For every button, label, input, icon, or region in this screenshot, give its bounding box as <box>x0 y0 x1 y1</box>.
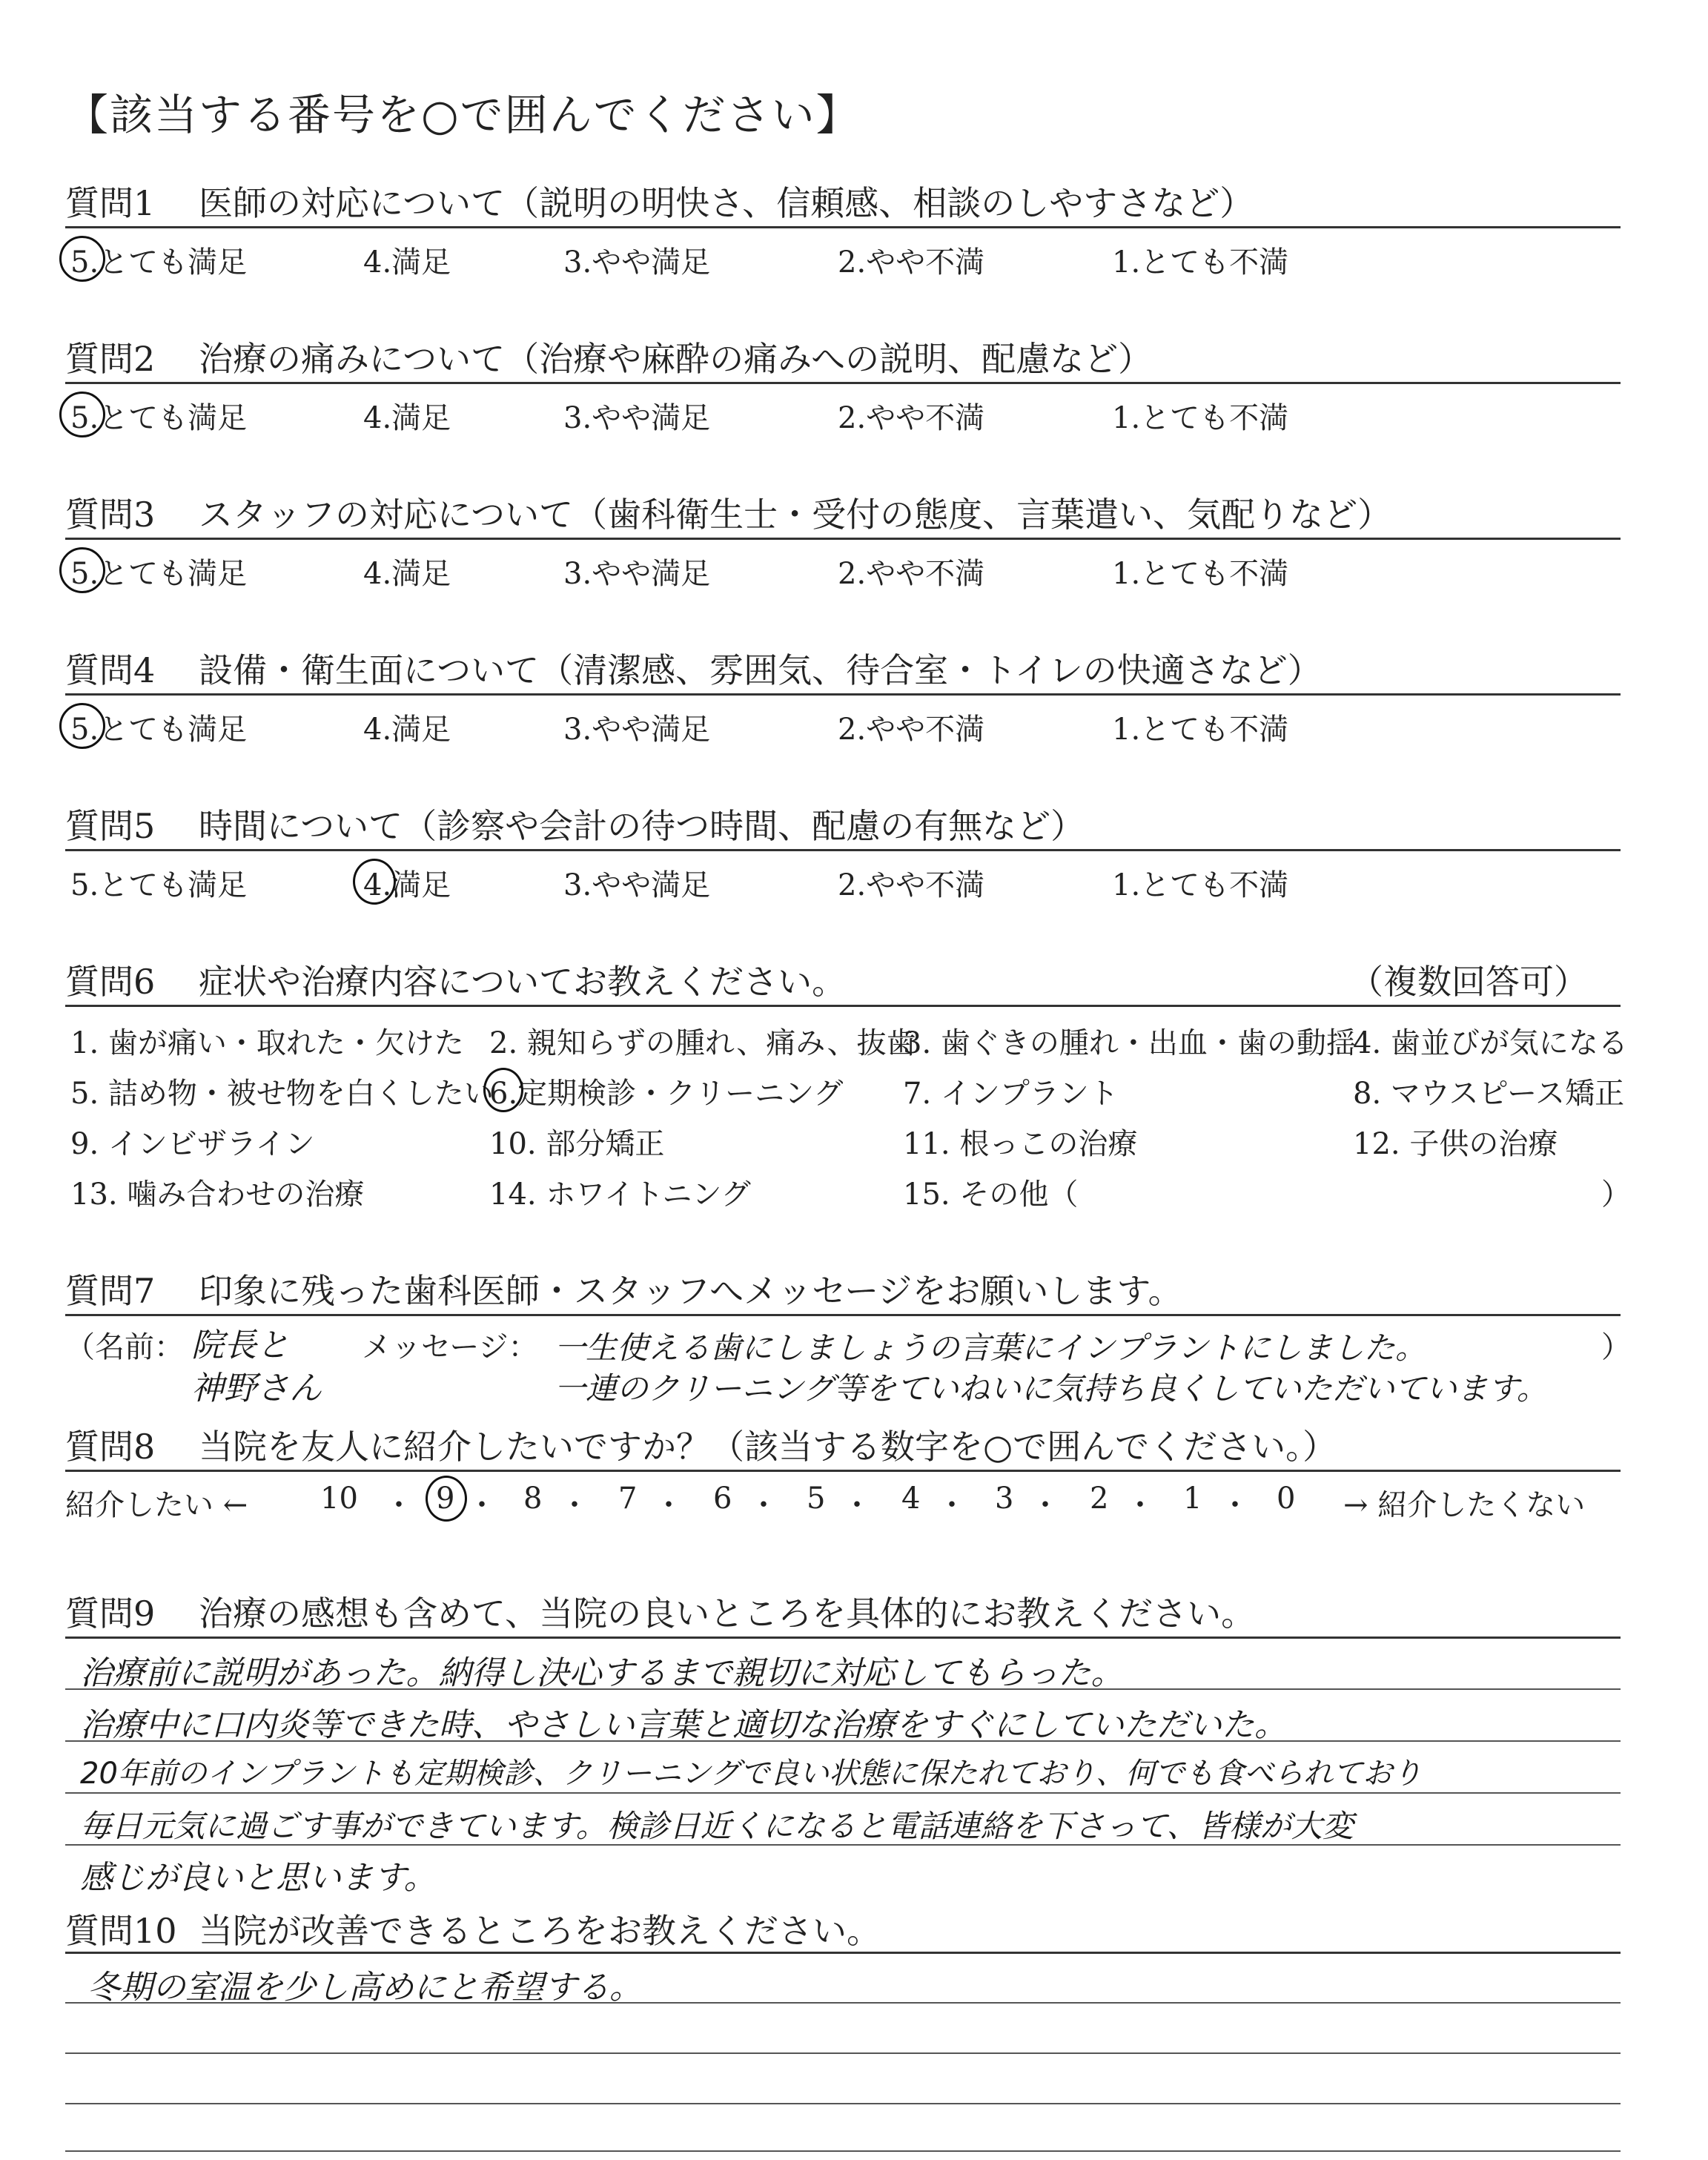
question-2-text: 治療の痛みについて（治療や麻酔の痛みへの説明、配慮など） <box>199 339 1153 379</box>
q1-option-2[interactable]: 2.やや不満 <box>838 245 985 280</box>
q8-left-label: 紹介したい ← <box>65 1488 248 1522</box>
q8-scale-5[interactable]: 5 <box>807 1482 826 1516</box>
q8-sep: ・ <box>1125 1488 1155 1522</box>
question-6-text: 症状や治療内容についてお教えください。 <box>199 962 847 1002</box>
question-10-text: 当院が改善できるところをお教えください。 <box>199 1911 881 1951</box>
question-3-rule <box>65 538 1621 540</box>
question-9-rule <box>65 1636 1621 1639</box>
q6-other-close: ） <box>1601 1178 1631 1212</box>
question-2-rule <box>65 382 1621 384</box>
q8-sep: ・ <box>937 1488 967 1522</box>
question-7-rule <box>65 1314 1621 1316</box>
q8-sep: ・ <box>654 1488 683 1522</box>
q9-answer-line-4[interactable]: 毎日元気に過ごす事ができています。検診日近くになると電話連絡を下さって、皆様が大変 <box>80 1808 1354 1844</box>
q1-option-4[interactable]: 4.満足 <box>363 245 451 280</box>
q1-option-5[interactable]: 5.とても満足 <box>70 245 248 280</box>
q8-scale-6[interactable]: 6 <box>713 1482 732 1516</box>
q5-option-4[interactable]: 4.満足 <box>363 868 451 902</box>
q7-message-line-2[interactable]: 一連のクリーニング等をていねいに気持ち良くしていただいています。 <box>555 1370 1548 1407</box>
q7-message-label: メッセージ： <box>362 1330 538 1364</box>
question-8-rule <box>65 1470 1621 1472</box>
q6-option-2[interactable]: 2. 親知らずの腫れ、痛み、抜歯 <box>489 1026 916 1060</box>
question-8-text: 当院を友人に紹介したいですか？（該当する数字を○で囲んでください。） <box>199 1427 1337 1467</box>
q7-name-label: （名前： <box>65 1330 184 1364</box>
q6-option-8[interactable]: 8. マウスピース矯正 <box>1353 1077 1625 1111</box>
q7-close-paren: ） <box>1601 1330 1631 1364</box>
q8-sep: ・ <box>384 1488 414 1522</box>
question-9-text: 治療の感想も含めて、当院の良いところを具体的にお教えください。 <box>199 1593 1256 1634</box>
q10-answer-line-1[interactable]: 冬期の室温を少し高めにと希望する。 <box>87 1969 642 2007</box>
q8-sep: ・ <box>560 1488 589 1522</box>
answer-line <box>65 2150 1621 2152</box>
q8-sep: ・ <box>842 1488 872 1522</box>
q3-option-3[interactable]: 3.やや満足 <box>563 557 711 591</box>
question-1-text: 医師の対応について（説明の明快さ、信頼感、相談のしやすさなど） <box>199 183 1254 223</box>
question-5-label: 質問5 <box>65 806 156 846</box>
answer-line <box>65 2103 1621 2104</box>
question-6-note: （複数回答可） <box>1349 962 1588 1002</box>
answer-line <box>65 2052 1621 2054</box>
q5-option-1[interactable]: 1.とても不満 <box>1112 868 1289 902</box>
q4-option-4[interactable]: 4.満足 <box>363 713 451 747</box>
q8-sep: ・ <box>1030 1488 1060 1522</box>
question-1-label: 質問1 <box>65 183 156 223</box>
q7-name-line-1[interactable]: 院長と <box>191 1327 289 1364</box>
q9-answer-line-3[interactable]: 20年前のインプラントも定期検診、クリーニングで良い状態に保たれており、何でも食べられており <box>80 1757 1423 1791</box>
question-3-label: 質問3 <box>65 495 156 535</box>
q2-option-5[interactable]: 5.とても満足 <box>70 401 248 435</box>
question-9-label: 質問9 <box>65 1593 156 1634</box>
q3-option-2[interactable]: 2.やや不満 <box>838 557 985 591</box>
q8-scale-10[interactable]: 10 <box>320 1482 358 1516</box>
question-4-rule <box>65 693 1621 696</box>
question-10-rule <box>65 1952 1621 1954</box>
q9-answer-line-5[interactable]: 感じが良いと思います。 <box>80 1859 437 1897</box>
q2-selected-circle <box>59 392 105 437</box>
question-4-text: 設備・衛生面について（清潔感、雰囲気、待合室・トイレの快適さなど） <box>199 650 1322 690</box>
q8-selected-circle <box>426 1476 467 1522</box>
q8-right-label: → 紹介したくない <box>1343 1488 1586 1522</box>
q8-sep: ・ <box>1220 1488 1250 1522</box>
q3-option-1[interactable]: 1.とても不満 <box>1112 557 1289 591</box>
q1-option-1[interactable]: 1.とても不満 <box>1112 245 1289 280</box>
question-8-label: 質問8 <box>65 1427 156 1467</box>
q8-sep: ・ <box>749 1488 778 1522</box>
q4-option-5[interactable]: 5.とても満足 <box>70 713 248 747</box>
q8-scale-9[interactable]: 9 <box>436 1482 455 1516</box>
q8-scale-3[interactable]: 3 <box>995 1482 1014 1516</box>
question-7-text: 印象に残った歯科医師・スタッフへメッセージをお願いします。 <box>199 1271 1182 1311</box>
question-4-label: 質問4 <box>65 650 156 690</box>
q4-option-1[interactable]: 1.とても不満 <box>1112 713 1289 747</box>
q2-option-3[interactable]: 3.やや満足 <box>563 401 711 435</box>
page-title: 【該当する番号を○で囲んでください】 <box>65 90 861 140</box>
q2-option-1[interactable]: 1.とても不満 <box>1112 401 1289 435</box>
q9-answer-line-2[interactable]: 治療中に口内炎等できた時、やさしい言葉と適切な治療をすぐにしていただいた。 <box>80 1706 1287 1744</box>
q4-selected-circle <box>59 703 105 749</box>
q6-option-3[interactable]: 3. 歯ぐきの腫れ・出血・歯の動揺 <box>903 1026 1356 1060</box>
q8-sep: ・ <box>467 1488 497 1522</box>
q7-message-line-1[interactable]: 一生使える歯にしましょうの言葉にインプラントにしました。 <box>555 1330 1427 1366</box>
q6-option-11[interactable]: 11. 根っこの治療 <box>903 1127 1138 1161</box>
q1-selected-circle <box>59 236 105 282</box>
q6-option-15[interactable]: 15. その他（ <box>903 1178 1079 1212</box>
q8-scale-0[interactable]: 0 <box>1277 1482 1296 1516</box>
question-5-rule <box>65 849 1621 851</box>
q6-option-13[interactable]: 13. 噛み合わせの治療 <box>70 1178 365 1212</box>
q3-option-4[interactable]: 4.満足 <box>363 557 451 591</box>
q4-option-2[interactable]: 2.やや不満 <box>838 713 985 747</box>
q1-option-3[interactable]: 3.やや満足 <box>563 245 711 280</box>
q9-answer-line-1[interactable]: 治療前に説明があった。納得し決心するまで親切に対応してもらった。 <box>80 1654 1124 1692</box>
q6-option-4[interactable]: 4. 歯並びが気になる <box>1353 1026 1628 1060</box>
q6-option-5[interactable]: 5. 詰め物・被せ物を白くしたい <box>70 1077 494 1111</box>
q6-option-6[interactable]: 6.定期検診・クリーニング <box>489 1077 844 1111</box>
q7-name-line-2[interactable]: 神野さん <box>191 1370 322 1407</box>
q6-option-7[interactable]: 7. インプラント <box>903 1077 1119 1111</box>
q5-option-3[interactable]: 3.やや満足 <box>563 868 711 902</box>
answer-line <box>65 1792 1621 1794</box>
question-7-label: 質問7 <box>65 1271 156 1311</box>
q8-scale-4[interactable]: 4 <box>901 1482 921 1516</box>
q8-scale-1[interactable]: 1 <box>1183 1482 1202 1516</box>
q6-option-10[interactable]: 10. 部分矯正 <box>489 1127 665 1161</box>
question-10-label: 質問10 <box>65 1911 177 1951</box>
question-3-text: スタッフの対応について（歯科衛生士・受付の態度、言葉遣い、気配りなど） <box>199 495 1392 535</box>
question-5-text: 時間について（診察や会計の待つ時間、配慮の有無など） <box>199 806 1085 846</box>
q4-option-3[interactable]: 3.やや満足 <box>563 713 711 747</box>
q6-option-12[interactable]: 12. 子供の治療 <box>1353 1127 1558 1161</box>
q8-scale-7[interactable]: 7 <box>618 1482 638 1516</box>
q5-option-5[interactable]: 5.とても満足 <box>70 868 248 902</box>
q8-scale-8[interactable]: 8 <box>523 1482 543 1516</box>
q6-option-9[interactable]: 9. インビザライン <box>70 1127 315 1161</box>
q3-selected-circle <box>59 547 105 593</box>
q5-option-2[interactable]: 2.やや不満 <box>838 868 985 902</box>
q6-selected-circle <box>483 1068 523 1112</box>
q5-selected-circle <box>353 859 396 905</box>
q6-option-1[interactable]: 1. 歯が痛い・取れた・欠けた <box>70 1026 464 1060</box>
q2-option-2[interactable]: 2.やや不満 <box>838 401 985 435</box>
question-2-label: 質問2 <box>65 339 156 379</box>
q8-scale-2[interactable]: 2 <box>1090 1482 1109 1516</box>
q6-option-14[interactable]: 14. ホワイトニング <box>489 1178 751 1212</box>
question-6-rule <box>65 1005 1621 1007</box>
question-1-rule <box>65 226 1621 228</box>
question-6-label: 質問6 <box>65 962 156 1002</box>
q2-option-4[interactable]: 4.満足 <box>363 401 451 435</box>
q3-option-5[interactable]: 5.とても満足 <box>70 557 248 591</box>
